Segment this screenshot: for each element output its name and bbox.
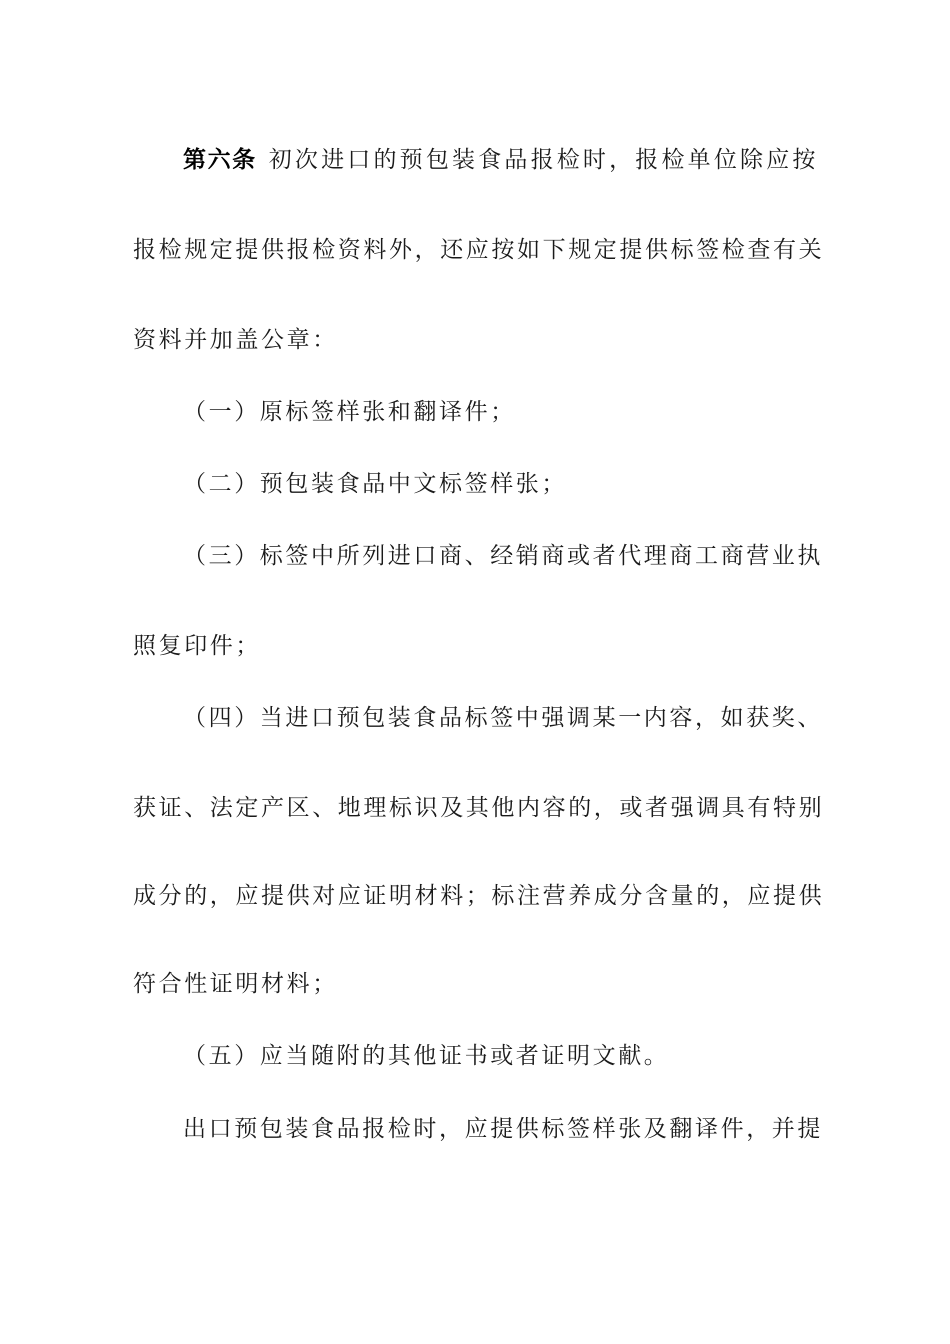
list-item-5: （五）应当随附的其他证书或者证明文献。	[183, 1043, 670, 1069]
list-item-3-continued: 照复印件；	[133, 633, 261, 659]
paragraph-line-1	[183, 145, 818, 175]
list-item-4-continued-1: 获证、法定产区、地理标识及其他内容的，或者强调具有特别	[133, 795, 825, 821]
article-heading: 第六条	[183, 147, 257, 173]
line-text: 初次进口的预包装食品报检时，报检单位除应按	[268, 147, 818, 173]
list-item-2: （二）预包装食品中文标签样张；	[183, 471, 567, 497]
paragraph-line-2: 报检规定提供报检资料外，还应按如下规定提供标签检查有关	[133, 237, 825, 263]
list-item-1: （一）原标签样张和翻译件；	[183, 399, 516, 425]
list-item-4-continued-3: 符合性证明材料；	[133, 971, 338, 997]
list-item-4: （四）当进口预包装食品标签中强调某一内容，如获奖、	[183, 705, 823, 731]
paragraph-export-line: 出口预包装食品报检时，应提供标签样张及翻译件，并提	[183, 1116, 823, 1142]
paragraph-line-3: 资料并加盖公章：	[133, 327, 338, 353]
list-item-3: （三）标签中所列进口商、经销商或者代理商工商营业执	[183, 543, 823, 569]
list-item-4-continued-2: 成分的，应提供对应证明材料；标注营养成分含量的，应提供	[133, 883, 825, 909]
